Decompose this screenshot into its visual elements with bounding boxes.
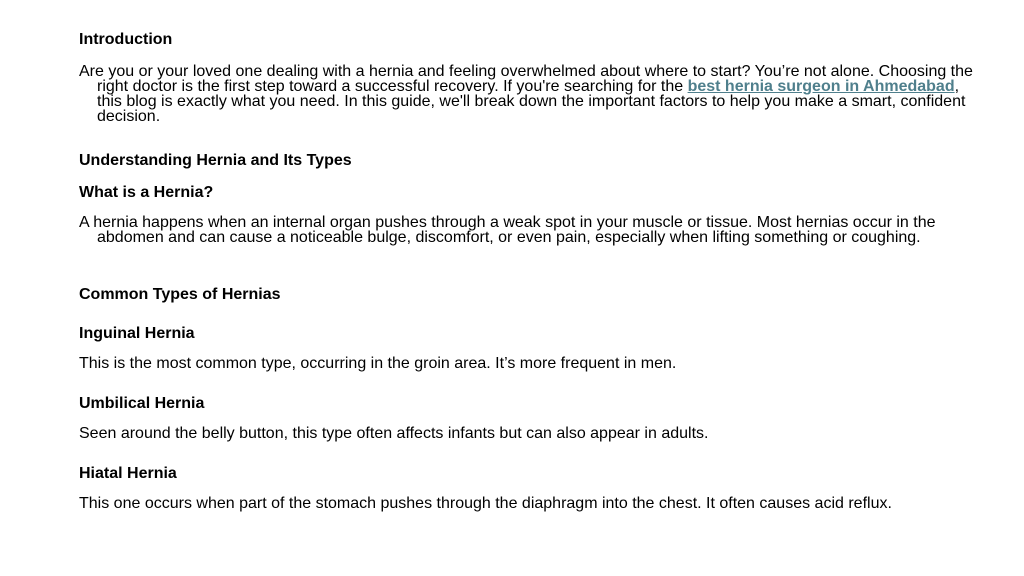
inguinal-hernia-paragraph: This is the most common type, occurring in the groin area. It’s more frequent in men. (79, 355, 677, 372)
what-is-hernia-heading: What is a Hernia? (79, 184, 214, 201)
best-hernia-surgeon-link[interactable]: best hernia surgeon in Ahmedabad (687, 78, 955, 95)
umbilical-hernia-heading: Umbilical Hernia (79, 395, 205, 412)
section-heading-understanding: Understanding Hernia and Its Types (79, 152, 352, 169)
hiatal-hernia-paragraph: This one occurs when part of the stomach pushes through the diaphragm into the chest. It often causes acid reflux. (79, 495, 892, 512)
common-types-heading: Common Types of Hernias (79, 286, 281, 303)
umbilical-hernia-paragraph: Seen around the belly button, this type often affects infants but can also appear in adults. (79, 425, 709, 442)
intro-paragraph (79, 64, 977, 124)
what-is-hernia-paragraph: A hernia happens when an internal organ pushes through a weak spot in your muscle or tissue. Most hernias occur in the abdomen and can cause a noticeable bulge, discomfort, or even pain, especially when lifting something or coughing. (79, 214, 936, 246)
intro-heading: Introduction (79, 31, 173, 48)
hiatal-hernia-heading: Hiatal Hernia (79, 465, 177, 482)
inguinal-hernia-heading: Inguinal Hernia (79, 325, 195, 342)
intro-text-before-link: Are you or your loved one dealing with a hernia and feeling overwhelmed about where to start? You’re not alone. Choosing the right doctor is the first step toward a successful recovery. If you're searching for the (79, 63, 973, 95)
intro-text-after-link: , this blog is exactly what you need. In this guide, we'll break down the important factors to help you make a smart, confident decision. (97, 78, 966, 125)
